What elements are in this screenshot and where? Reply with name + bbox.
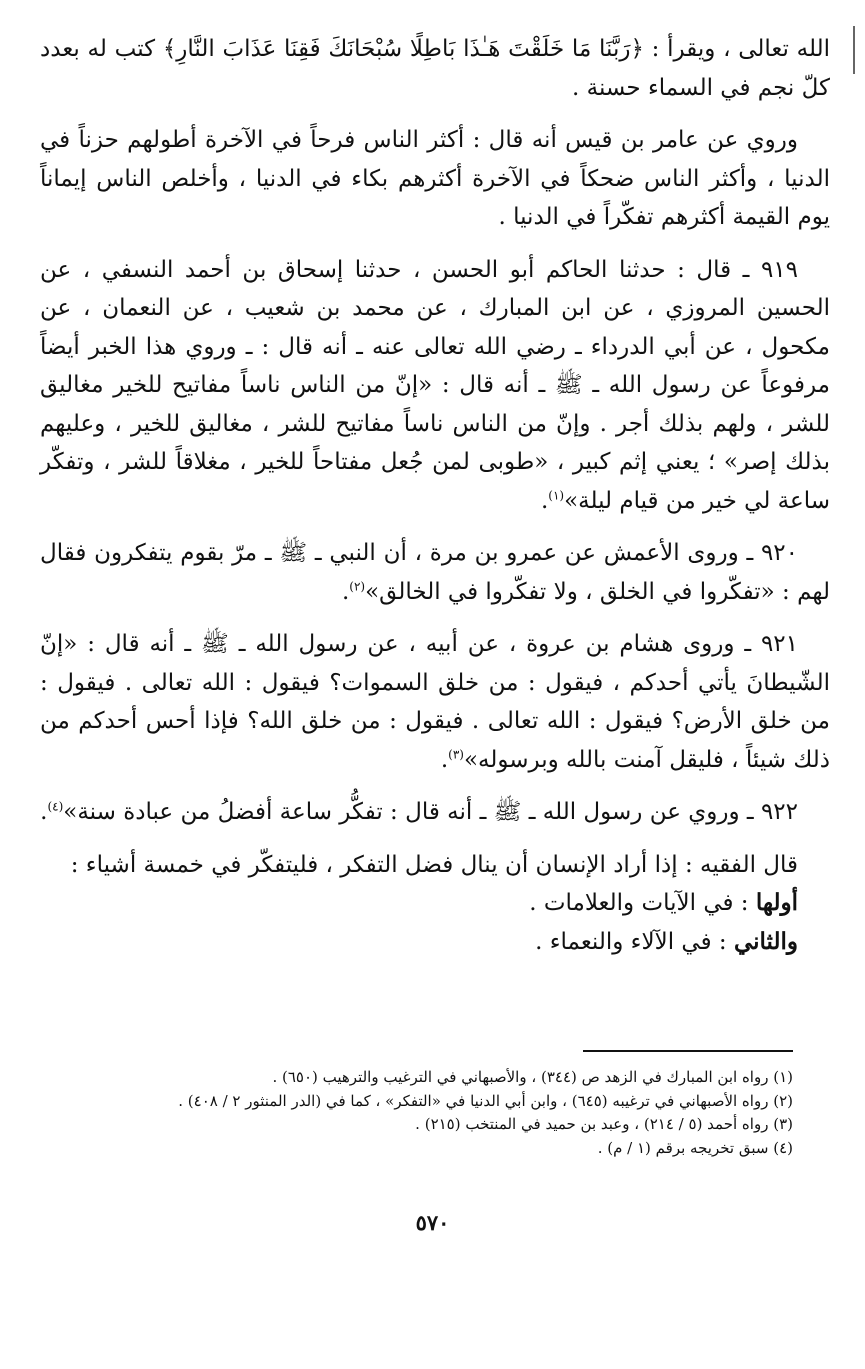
faqih-item-second: [40, 923, 798, 962]
faqih-item-first: [40, 884, 798, 923]
footnote-ref-2: (٢): [349, 578, 366, 593]
paragraph-2-text: وروي عن عامر بن قيس أنه قال : أكثر الناس فرحاً في الآخرة أطولهم حزناً في الدنيا ، وأكثر الناس ضحكاً في الآخرة أكثرهم بكاء في الدنيا ، وأخلص الناس إيماناً يوم القيمة أكثرهم تفكّراً في الدنيا .: [40, 127, 830, 230]
footnote-1: (١) رواه ابن المبارك في الزهد ص (٣٤٤) ، والأصبهاني في الترغيب والترهيب (٦٥٠) .: [272, 1068, 793, 1086]
page-edge-mark: [853, 26, 855, 74]
faqih-item-second-text: : في الآلاء والنعماء .: [535, 928, 734, 955]
footnote-2: (٢) رواه الأصبهاني في ترغيبه (٦٤٥) ، وابن أبي الدنيا في «التفكر» ، كما في (الدر المنثور ٢ / ٤٠٨) .: [178, 1091, 793, 1110]
faqih-item-first-text: : في الآيات والعلامات .: [529, 890, 756, 916]
faqih-intro: قال الفقيه : إذا أراد الإنسان أن ينال فضل التفكر ، فليتفكّر في خمسة أشياء :: [70, 851, 798, 878]
hadith-922-text: ٩٢٢ ـ وروي عن رسول الله ـ ﷺ ـ أنه قال : تفكُّر ساعة أفضلُ من عبادة سنة»: [63, 799, 798, 825]
faqih-section: [40, 846, 830, 962]
hadith-920: [40, 534, 830, 611]
hadith-922-tail: .: [40, 799, 48, 825]
footnote-separator: [583, 1050, 793, 1052]
hadith-921-tail: .: [440, 746, 449, 773]
faqih-item-second-label: والثاني: [733, 927, 798, 955]
footnote-4: (٤) سبق تخريجه برقم (١ / م) .: [597, 1138, 793, 1157]
hadith-921-text: ٩٢١ ـ وروى هشام بن عروة ، عن أبيه ، عن رسول الله ـ ﷺ ـ أنه قال : «إنّ الشّيطانَ يأتي أحدكم ، فيقول : من خلق السموات؟ فيقول : الله تعالى . فيقول : من خلق الأرض؟ فيقول : الله تعالى . فيقول : من خلق الله؟ فإذا أحس أحدكم من ذلك شيئاً ، فليقل آمنت بالله وبرسوله»: [40, 631, 830, 773]
hadith-920-tail: .: [341, 578, 350, 605]
hadith-920-text: ٩٢٠ ـ وروى الأعمش عن عمرو بن مرة ، أن النبي ـ ﷺ ـ مرّ بقوم يتفكرون فقال لهم : «تفكّروا في الخلق ، ولا تفكّروا في الخالق»: [40, 540, 830, 605]
hadith-922: [40, 793, 830, 832]
page-number: ٥٧٠: [415, 1210, 450, 1235]
page-body: [40, 30, 830, 961]
footnote-ref-4: (٤): [47, 799, 64, 814]
hadith-919-tail: .: [540, 487, 549, 514]
paragraph-1-text: الله تعالى ، ويقرأ : ﴿رَبَّنَا مَا خَلَقْتَ هَـٰذَا بَاطِلًا سُبْحَانَكَ فَقِنَا عَذَابَ النَّارِ﴾ كتب له بعدد كلّ نجم في السماء حسنة .: [40, 36, 830, 101]
footnote-ref-1: (١): [548, 487, 565, 502]
faqih-item-first-label: أولها: [755, 889, 798, 916]
footnotes: [73, 1066, 793, 1160]
footnote-3: (٣) رواه أحمد (٥ / ٢١٤) ، وعبد بن حميد في المنتخب (٢١٥) .: [415, 1115, 793, 1133]
paragraph-2: [40, 121, 830, 237]
hadith-921: [40, 625, 830, 779]
footnote-ref-3: (٣): [448, 746, 464, 761]
paragraph-1: [40, 30, 830, 107]
hadith-919-text: ٩١٩ ـ قال : حدثنا الحاكم أبو الحسن ، حدثنا إسحاق بن أحمد النسفي ، عن الحسين المروزي ، عن ابن المبارك ، عن محمد بن شعيب ، عن النعمان ، عن مكحول ، عن أبي الدرداء ـ رضي الله تعالى عنه ـ أنه قال : ـ وروي هذا الخبر أيضاً مرفوعاً عن رسول الله ـ ﷺ ـ أنه قال : «إنّ من الناس ناساً مفاتيح للخير مغاليق للشر ، ولهم بذلك أجر . وإنّ من الناس ناساً مفاتيح للشر ، مغاليق للخير ، وعليهم بذلك إصر» ؛ يعني إثم كبير ، «طوبى لمن جُعل مفتاحاً للخير ، مغلاقاً للشر ، وتفكّر ساعة لي خير من قيام ليلة»: [40, 256, 830, 514]
hadith-919: [40, 251, 830, 521]
